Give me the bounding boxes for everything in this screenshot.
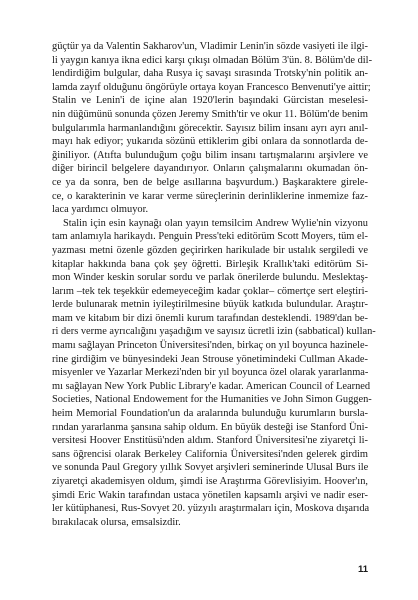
text-line: lendirdiğim bulgular, daha Rusya iç savaşı sırasında Trotsky'nin politik an- xyxy=(52,68,368,80)
paragraph xyxy=(52,217,376,530)
text-line: nin düğümünü sonunda çözen Jeremy Smith'tir ve okur 11. Bölüm'de benim xyxy=(52,108,368,120)
text-line: mamı sağlayan Princeton Üniversitesi'nden, birkaç on yıl boyunca hazinele- xyxy=(52,340,369,352)
text-line: versitesi Hoover Enstitüsü'nden aldım. Stanford Üniversitesi'ne ziyaretçi li- xyxy=(52,435,368,447)
text-line: ler kütüphanesi, Rus-Sovyet 20. yüzyılı araştırmaları için, Moskova dışarıda xyxy=(52,503,370,515)
text-line: larım –tek tek teşekkür edemeyeceğim kadar çoklar– cömertçe sert eleştiri- xyxy=(52,285,368,297)
text-line: lamda zayıf olduğunu öngörüyle ortaya koyan Francesco Benvenuti'ye aittir; xyxy=(52,81,371,93)
text-line: heim Memorial Foundation'un da aralarında bulunduğu kurumların bursla- xyxy=(52,408,368,420)
text-line: şimdi Eric Wakin tarafından ustaca yönetilen kapsamlı arşivi ve nadir eser- xyxy=(52,489,368,501)
text-line: sans öğrencisi olarak Berkeley California Üniversitesi'nden gelerek girdim xyxy=(52,448,368,460)
text-line: lerde bulunarak metnin iyileştirilmesine büyük katkıda bulundular. Araştır- xyxy=(52,299,368,311)
text-line: laca yardımcı olmuyor. xyxy=(52,204,149,216)
text-line: Stalin için esin kaynağı olan yayın temsilcim Andrew Wylie'nin vizyonu xyxy=(63,217,368,229)
text-line: ğiniliyor. (Atıfta bulunduğum çoğu bilim insanı tartışmalarını arşivlere ve xyxy=(52,149,368,161)
text-line: kitaplar hakkında bana çok şey öğretti. Birleşik Krallık'taki editörüm Si- xyxy=(52,258,368,270)
text-line: rından yararlanma şansına sahip oldum. En büyük desteği ise Stanford Üni- xyxy=(52,421,368,433)
text-line: Stalin ve Lenin'i de içine alan 1920'lerin başındaki Gürcistan meselesi- xyxy=(52,95,368,107)
text-line: ce, o karakterinin ve karar verme süreçlerinin derinliklerine inmemize faz- xyxy=(52,190,368,202)
text-line: rine girdiğim ve bünyesindeki Jean Strouse yönetimindeki Cullman Akade- xyxy=(52,353,368,365)
text-line: tam anlamıyla harikaydı. Penguin Press'teki editörüm Scott Moyers, tüm el- xyxy=(52,231,368,243)
text-line: diğer birincil belgelere dayandırıyor. Onların çalışmalarını okumadan ön- xyxy=(52,163,368,175)
text-line: Societies, National Endowement for the Humanities ve John Simon Guggen- xyxy=(52,394,372,406)
text-line: mam ve kitabım bir dizi önemli kurum tarafından desteklendi. 1989'dan be- xyxy=(52,312,368,324)
text-line: mı sağlayan New York Public Library'e kadar. American Council of Learned xyxy=(52,380,371,392)
page-number: 11 xyxy=(357,564,368,575)
text-line: ziyaretçi akademisyen oldum, şimdi ise Araştırma Görevlisiyim. Hoover'ın, xyxy=(52,476,368,487)
text-line: yazması metni özenle gözden geçirirken harikulade bir ustalık sergiledi ve xyxy=(52,244,368,256)
text-line: ri ders verme ayrıcalığını yaşadığım ve sayısız ücretli izin (sabbatical) kullan- xyxy=(52,326,376,338)
body-text xyxy=(52,40,376,529)
text-line: misyenler ve Yazarlar Merkezi'nden bir yıl boyunca özel olarak yararlanma- xyxy=(52,367,369,379)
text-line: ve sonunda Paul Gregory yıllık Sovyet arşivleri seminerinde Ulusal Burs ile xyxy=(52,462,369,474)
text-line: bulgularımla harmanlandığını görecektir. Sayısız bilim insanı ayrı ayrı anıl- xyxy=(52,122,368,134)
text-line: güçtür ya da Valentin Sakharov'un, Vladimir Lenin'in sözde vasiyeti ile ilgi- xyxy=(52,41,368,52)
text-line: mon Winder keskin sorular sordu ve parlak önerilerde bulundu. Meslektaş- xyxy=(52,272,368,284)
text-line: bırakılacak olursa, emsalsizdir. xyxy=(52,516,181,528)
text-line: ce ya da sonra, ben de belge asıllarına başvurdum.) Başkaraktere girele- xyxy=(52,176,368,188)
text-line: li yaygın kanıya ikna edici karşı çıkışı olmadan Bölüm 3'ün. 8. Bölüm'de dil- xyxy=(52,54,373,66)
text-line: mayı hak ediyor; yukarıda sözünü ettiklerim gibi onlara da sonnotlarda de- xyxy=(52,136,368,148)
paragraph xyxy=(52,40,373,217)
